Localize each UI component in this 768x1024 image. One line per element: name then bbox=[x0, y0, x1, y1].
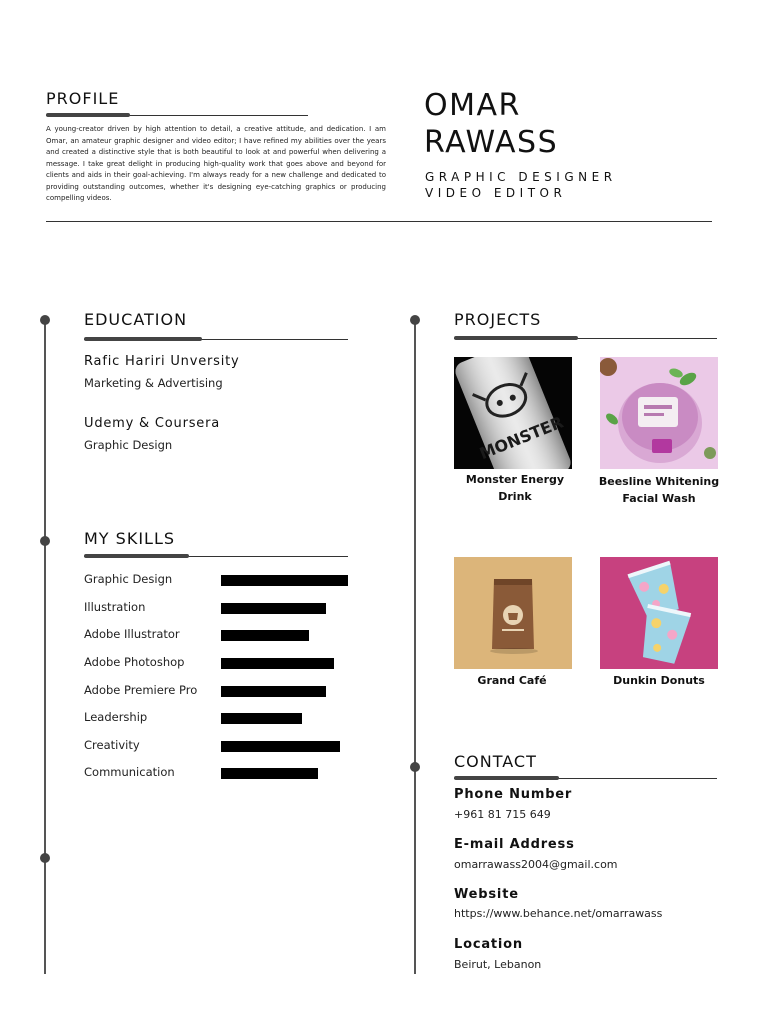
skill-label: Adobe Premiere Pro bbox=[84, 683, 198, 697]
contact-heading: CONTACT bbox=[454, 752, 537, 771]
education-school: Udemy & Coursera bbox=[84, 416, 221, 431]
skill-level-bar bbox=[221, 768, 318, 779]
phone-value[interactable]: +961 81 715 649 bbox=[454, 808, 551, 821]
education-field: Graphic Design bbox=[84, 438, 173, 452]
profile-text: A young-creator driven by high attention to detail, a creative attitude, and dedication. I am Omar, an amateur graphic designer and video editor; I have refined my abilities over the years and created a distinctive style that is both beautiful to look at and powerful when delivering a message. I take great delight in producing high-quality work that goes above and beyond for clients and aids in their goal-achieving. I'm always ready for a new challenge and dedicated to providing outstanding outcomes, whether it's designing eye-catching graphics or producing compelling videos. bbox=[46, 125, 386, 202]
location-value: Beirut, Lebanon bbox=[454, 958, 542, 971]
email-value[interactable]: omarrawass2004@gmail.com bbox=[454, 858, 618, 871]
education-school: Rafic Hariri Unversity bbox=[84, 354, 240, 369]
skill-label: Leadership bbox=[84, 710, 148, 724]
project-caption: Dunkin Donuts bbox=[613, 674, 705, 687]
skills-heading-accent bbox=[84, 554, 189, 558]
right-timeline bbox=[414, 320, 416, 974]
timeline-dot bbox=[40, 853, 50, 863]
project-caption: Beesline Whitening bbox=[598, 475, 720, 488]
education-heading: EDUCATION bbox=[84, 310, 188, 329]
project-caption: Grand Café bbox=[477, 674, 547, 687]
role-graphic-designer: GRAPHIC DESIGNER bbox=[425, 170, 617, 184]
skill-label: Illustration bbox=[84, 600, 146, 614]
phone-label: Phone Number bbox=[454, 787, 573, 802]
email-label: E-mail Address bbox=[454, 837, 575, 852]
website-link[interactable]: https://www.behance.net/omarrawass bbox=[454, 907, 663, 920]
skill-label: Creativity bbox=[84, 738, 140, 752]
skill-label: Adobe Illustrator bbox=[84, 627, 180, 641]
skill-level-bar bbox=[221, 713, 302, 724]
website-label: Website bbox=[454, 887, 519, 902]
beesline-product-image bbox=[600, 357, 718, 469]
education-heading-accent bbox=[84, 337, 202, 341]
project-caption: Facial Wash bbox=[622, 492, 696, 505]
monster-can-image bbox=[454, 357, 572, 469]
skill-level-bar bbox=[221, 575, 348, 586]
timeline-dot bbox=[40, 536, 50, 546]
skill-label: Adobe Photoshop bbox=[84, 655, 185, 669]
education-field: Marketing & Advertising bbox=[84, 376, 223, 390]
coffee-bag-image bbox=[454, 557, 572, 669]
skill-label: Graphic Design bbox=[84, 572, 173, 586]
header-divider bbox=[46, 221, 712, 222]
skill-level-bar bbox=[221, 630, 309, 641]
role-video-editor: VIDEO EDITOR bbox=[425, 186, 567, 200]
svg-text:MONSTER: MONSTER bbox=[476, 412, 567, 464]
timeline-dot bbox=[40, 315, 50, 325]
skill-level-bar bbox=[221, 603, 326, 614]
skill-level-bar bbox=[221, 686, 326, 697]
projects-heading: PROJECTS bbox=[454, 310, 542, 329]
projects-heading-accent bbox=[454, 336, 578, 340]
skill-level-bar bbox=[221, 658, 334, 669]
name-last: RAWASS bbox=[424, 125, 559, 160]
dunkin-cups-image bbox=[600, 557, 718, 669]
left-timeline bbox=[44, 320, 46, 974]
location-label: Location bbox=[454, 937, 523, 952]
skill-label: Communication bbox=[84, 765, 175, 779]
contact-heading-accent bbox=[454, 776, 559, 780]
profile-heading-accent bbox=[46, 113, 130, 117]
project-caption: Monster Energy Drink bbox=[465, 473, 565, 503]
skill-level-bar bbox=[221, 741, 340, 752]
name-first: OMAR bbox=[424, 88, 521, 123]
profile-heading: PROFILE bbox=[46, 89, 120, 108]
skills-heading: MY SKILLS bbox=[84, 529, 176, 548]
timeline-dot bbox=[410, 315, 420, 325]
timeline-dot bbox=[410, 762, 420, 772]
